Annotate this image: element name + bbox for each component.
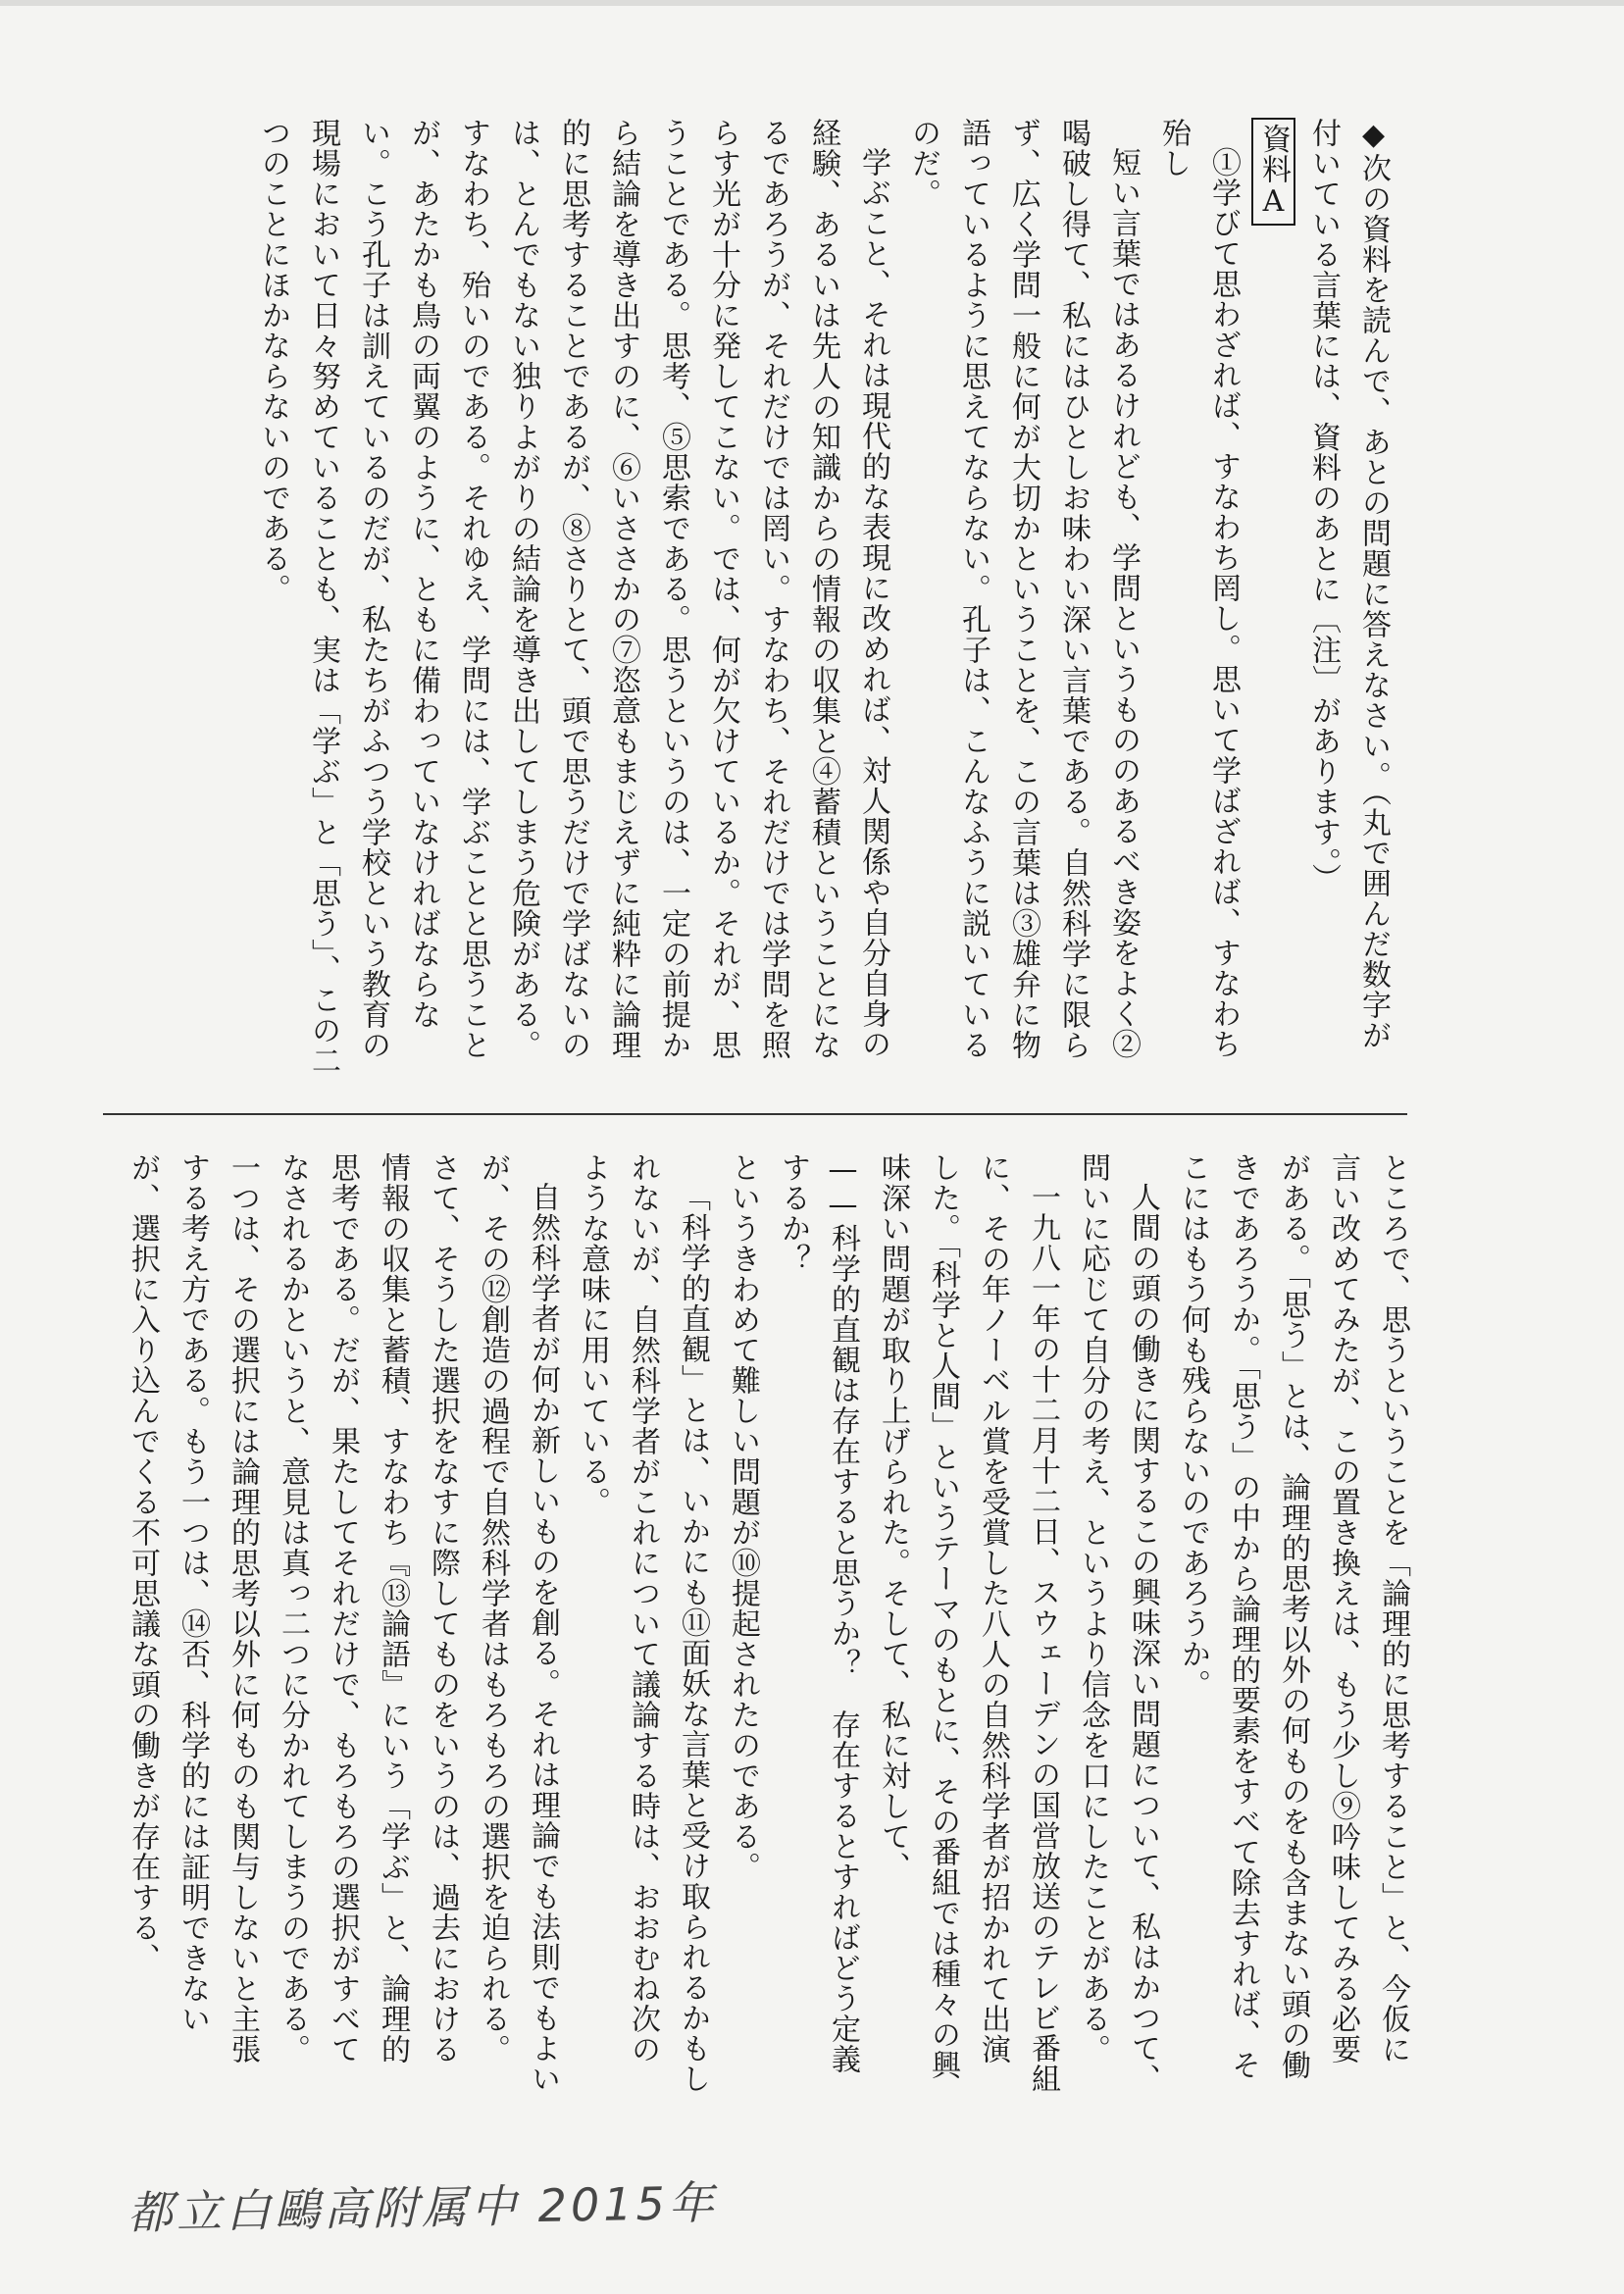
continuation-paragraph-3: 一九八一年の十二月十二日、スウェーデンの国営放送のテレビ番組に、その年ノーベル賞を受賞した八人の自然科学者が招かれて出演した。「科学と人間」というテーマのもとに、その番組では種々の興味深い問題が取り上げられた。そして、私に対して、 xyxy=(876,1152,1060,2094)
instruction-text: 次の資料を読んで、あとの問題に答えなさい。（丸で囲んだ数字が付いている言葉には、資料のあとに〔注〕があります。） xyxy=(1306,118,1391,1050)
bottom-text-section xyxy=(126,1152,1418,2094)
continuation-paragraph-4: ——科学的直観は存在すると思うか？ 存在するとすればどう定義するか？ xyxy=(776,1152,860,2074)
continuation-paragraph-5: というきわめて難しい問題が⑩提起されたのである。 xyxy=(726,1152,760,1882)
material-a-paragraph-2: 学ぶこと、それは現代的な表現に改めれば、対人関係や自分自身の経験、あるいは先人の知識からの情報の収集と④蓄積ということになるであろうが、それだけでは罔い。すなわち、それだけでは学問を照らす光が十分に発してこない。では、何が欠けているか。それが、思うことである。思考、⑤思索である。思うというのは、一定の前提から結論を導き出すのに、⑥いささかの⑦恣意もまじえずに純粋に論理的に思考することであるが、⑧さりとて、頭で思うだけで学ばないのは、とんでもない独りよがりの結論を導き出してしまう危険がある。すなわち、殆いのである。それゆえ、学問には、学ぶことと思うことが、あたかも鳥の両翼のように、ともに備わっていなければならない。こう孔子は訓えているのだが、私たちがふつう学校という教育の現場において日々努めていることも、実は「学ぶ」と「思う」、この二つのことにほかならないのである。 xyxy=(256,118,890,1076)
material-a-quote: ①学びて思わざれば、すなわち罔し。思いて学ばざれば、すなわち殆し xyxy=(1156,118,1241,1059)
continuation-paragraph-7: 自然科学者が何か新しいものを創る。それは理論でも法則でもよいが、その⑫創造の過程で自然科学者はもろもろの選択を迫られる。さて、そうした選択をなすに際してものをいうのは、過去における情報の収集と蓄積、すなわち『⑬論語』にいう「学ぶ」と、論理的思考である。だが、果たしてそれだけで、もろもろの選択がすべてなされるかというと、意見は真っ二つに分かれてしまうのである。一つは、その選択には論理的思考以外に何ものも関与しないと主張する考え方である。もう一つは、⑭否、科学的には証明できないが、選択に入り込んでくる不可思議な頭の働きが存在する、 xyxy=(126,1152,560,2094)
section-divider xyxy=(103,1113,1407,1115)
continuation-paragraph-1: ところで、思うということを「論理的に思考すること」と、今仮に言い改めてみたが、この置き換えは、もう少し⑨吟味してみる必要がある。「思う」とは、論理的思考以外の何ものをも含まない頭の働きであろうか。「思う」の中から論理的要素をすべて除去すれば、そこにはもう何も残らないのであろうか。 xyxy=(1176,1152,1410,2080)
instruction xyxy=(1298,118,1398,1079)
continuation-paragraph-2: 人間の頭の働きに関するこの興味深い問題について、私はかつて、問いに応じて自分の考え、というより信念を口にしたことがある。 xyxy=(1076,1152,1160,2094)
top-text-section xyxy=(256,118,1398,1079)
material-a-paragraph-1: 短い言葉ではあるけれども、学問というもののあるべき姿をよく②喝破し得て、私にはひとしお味わい深い言葉である。自然科学に限らず、広く学問一般に何が大切かということを、この言葉は③雄弁に物語っているように思えてならない。孔子は、こんなふうに説いているのだ。 xyxy=(906,118,1141,1060)
material-a-label: 資料A xyxy=(1251,118,1295,226)
diamond-icon: ◆ xyxy=(1356,118,1391,153)
scan-edge xyxy=(0,0,1624,6)
continuation-paragraph-6: 「科学的直観」とは、いかにも⑪面妖な言葉と受け取られるかもしれないが、自然科学者がこれについて議論する時は、おおむね次のような意味に用いている。 xyxy=(576,1152,710,2094)
material-label-line xyxy=(1248,118,1298,1079)
handwritten-source-note: 都立白鷗高附属中 2015年 xyxy=(127,2175,719,2240)
